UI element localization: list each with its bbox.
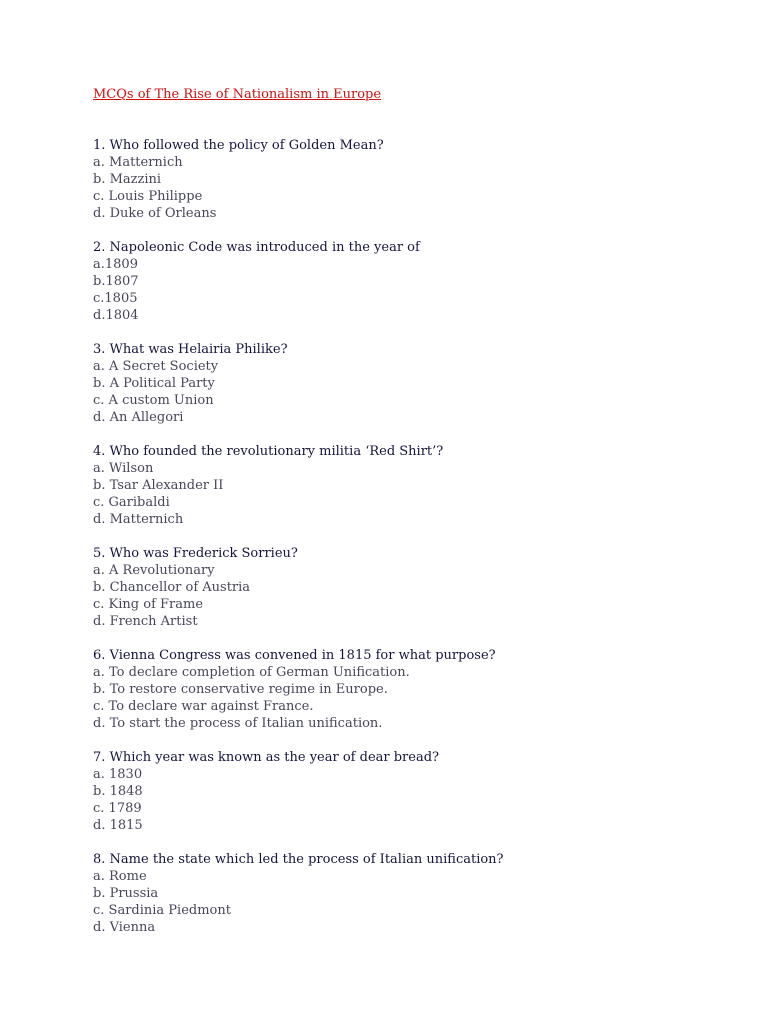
answer-option: b.1807 [93, 274, 139, 289]
question-text: 5. Who was Frederick Sorrieu? [93, 546, 298, 561]
question-text: 3. What was Helairia Philike? [93, 342, 288, 357]
answer-option: a. Rome [93, 869, 147, 884]
answer-option: a. Wilson [93, 461, 154, 476]
question-text: 2. Napoleonic Code was introduced in the year of [93, 240, 420, 255]
answer-option: a.1809 [93, 257, 138, 272]
question-6 [93, 647, 733, 732]
answer-option: d. Matternich [93, 512, 184, 527]
answer-option: d. French Artist [93, 614, 198, 629]
answer-option: c. Louis Philippe [93, 189, 203, 204]
answer-option: d.1804 [93, 308, 139, 323]
question-text: 8. Name the state which led the process of Italian unification? [93, 852, 504, 867]
answer-option: c. To declare war against France. [93, 699, 314, 714]
question-text: 1. Who followed the policy of Golden Mean? [93, 138, 384, 153]
answer-option: d. An Allegori [93, 410, 184, 425]
answer-option: b. Chancellor of Austria [93, 580, 251, 595]
answer-option: d. Duke of Orleans [93, 206, 217, 221]
question-4 [93, 443, 733, 528]
question-8 [93, 851, 733, 936]
document-title: MCQs of The Rise of Nationalism in Europe [93, 87, 382, 102]
answer-option: c. Garibaldi [93, 495, 170, 510]
answer-option: a. 1830 [93, 767, 143, 782]
answer-option: b. Tsar Alexander II [93, 478, 224, 493]
answer-option: a. To declare completion of German Unification. [93, 665, 410, 680]
answer-option: d. To start the process of Italian unification. [93, 716, 383, 731]
answer-option: c. Sardinia Piedmont [93, 903, 231, 918]
answer-option: a. A Secret Society [93, 359, 219, 374]
answer-option: d. 1815 [93, 818, 143, 833]
question-text: 4. Who founded the revolutionary militia ‘Red Shirt’? [93, 444, 444, 459]
answer-option: b. Prussia [93, 886, 159, 901]
question-2 [93, 239, 733, 324]
question-1 [93, 137, 733, 222]
question-7 [93, 749, 733, 834]
answer-option: d. Vienna [93, 920, 156, 935]
question-5 [93, 545, 733, 630]
answer-option: b. A Political Party [93, 376, 215, 391]
question-text: 6. Vienna Congress was convened in 1815 for what purpose? [93, 648, 496, 663]
answer-option: b. To restore conservative regime in Europe. [93, 682, 388, 697]
question-text: 7. Which year was known as the year of dear bread? [93, 750, 440, 765]
document-body [93, 86, 733, 936]
answer-option: c. 1789 [93, 801, 142, 816]
answer-option: a. A Revolutionary [93, 563, 215, 578]
answer-option: c. King of Frame [93, 597, 204, 612]
answer-option: b. 1848 [93, 784, 143, 799]
answer-option: c. A custom Union [93, 393, 214, 408]
question-3 [93, 341, 733, 426]
answer-option: a. Matternich [93, 155, 183, 170]
answer-option: c.1805 [93, 291, 138, 306]
answer-option: b. Mazzini [93, 172, 162, 187]
